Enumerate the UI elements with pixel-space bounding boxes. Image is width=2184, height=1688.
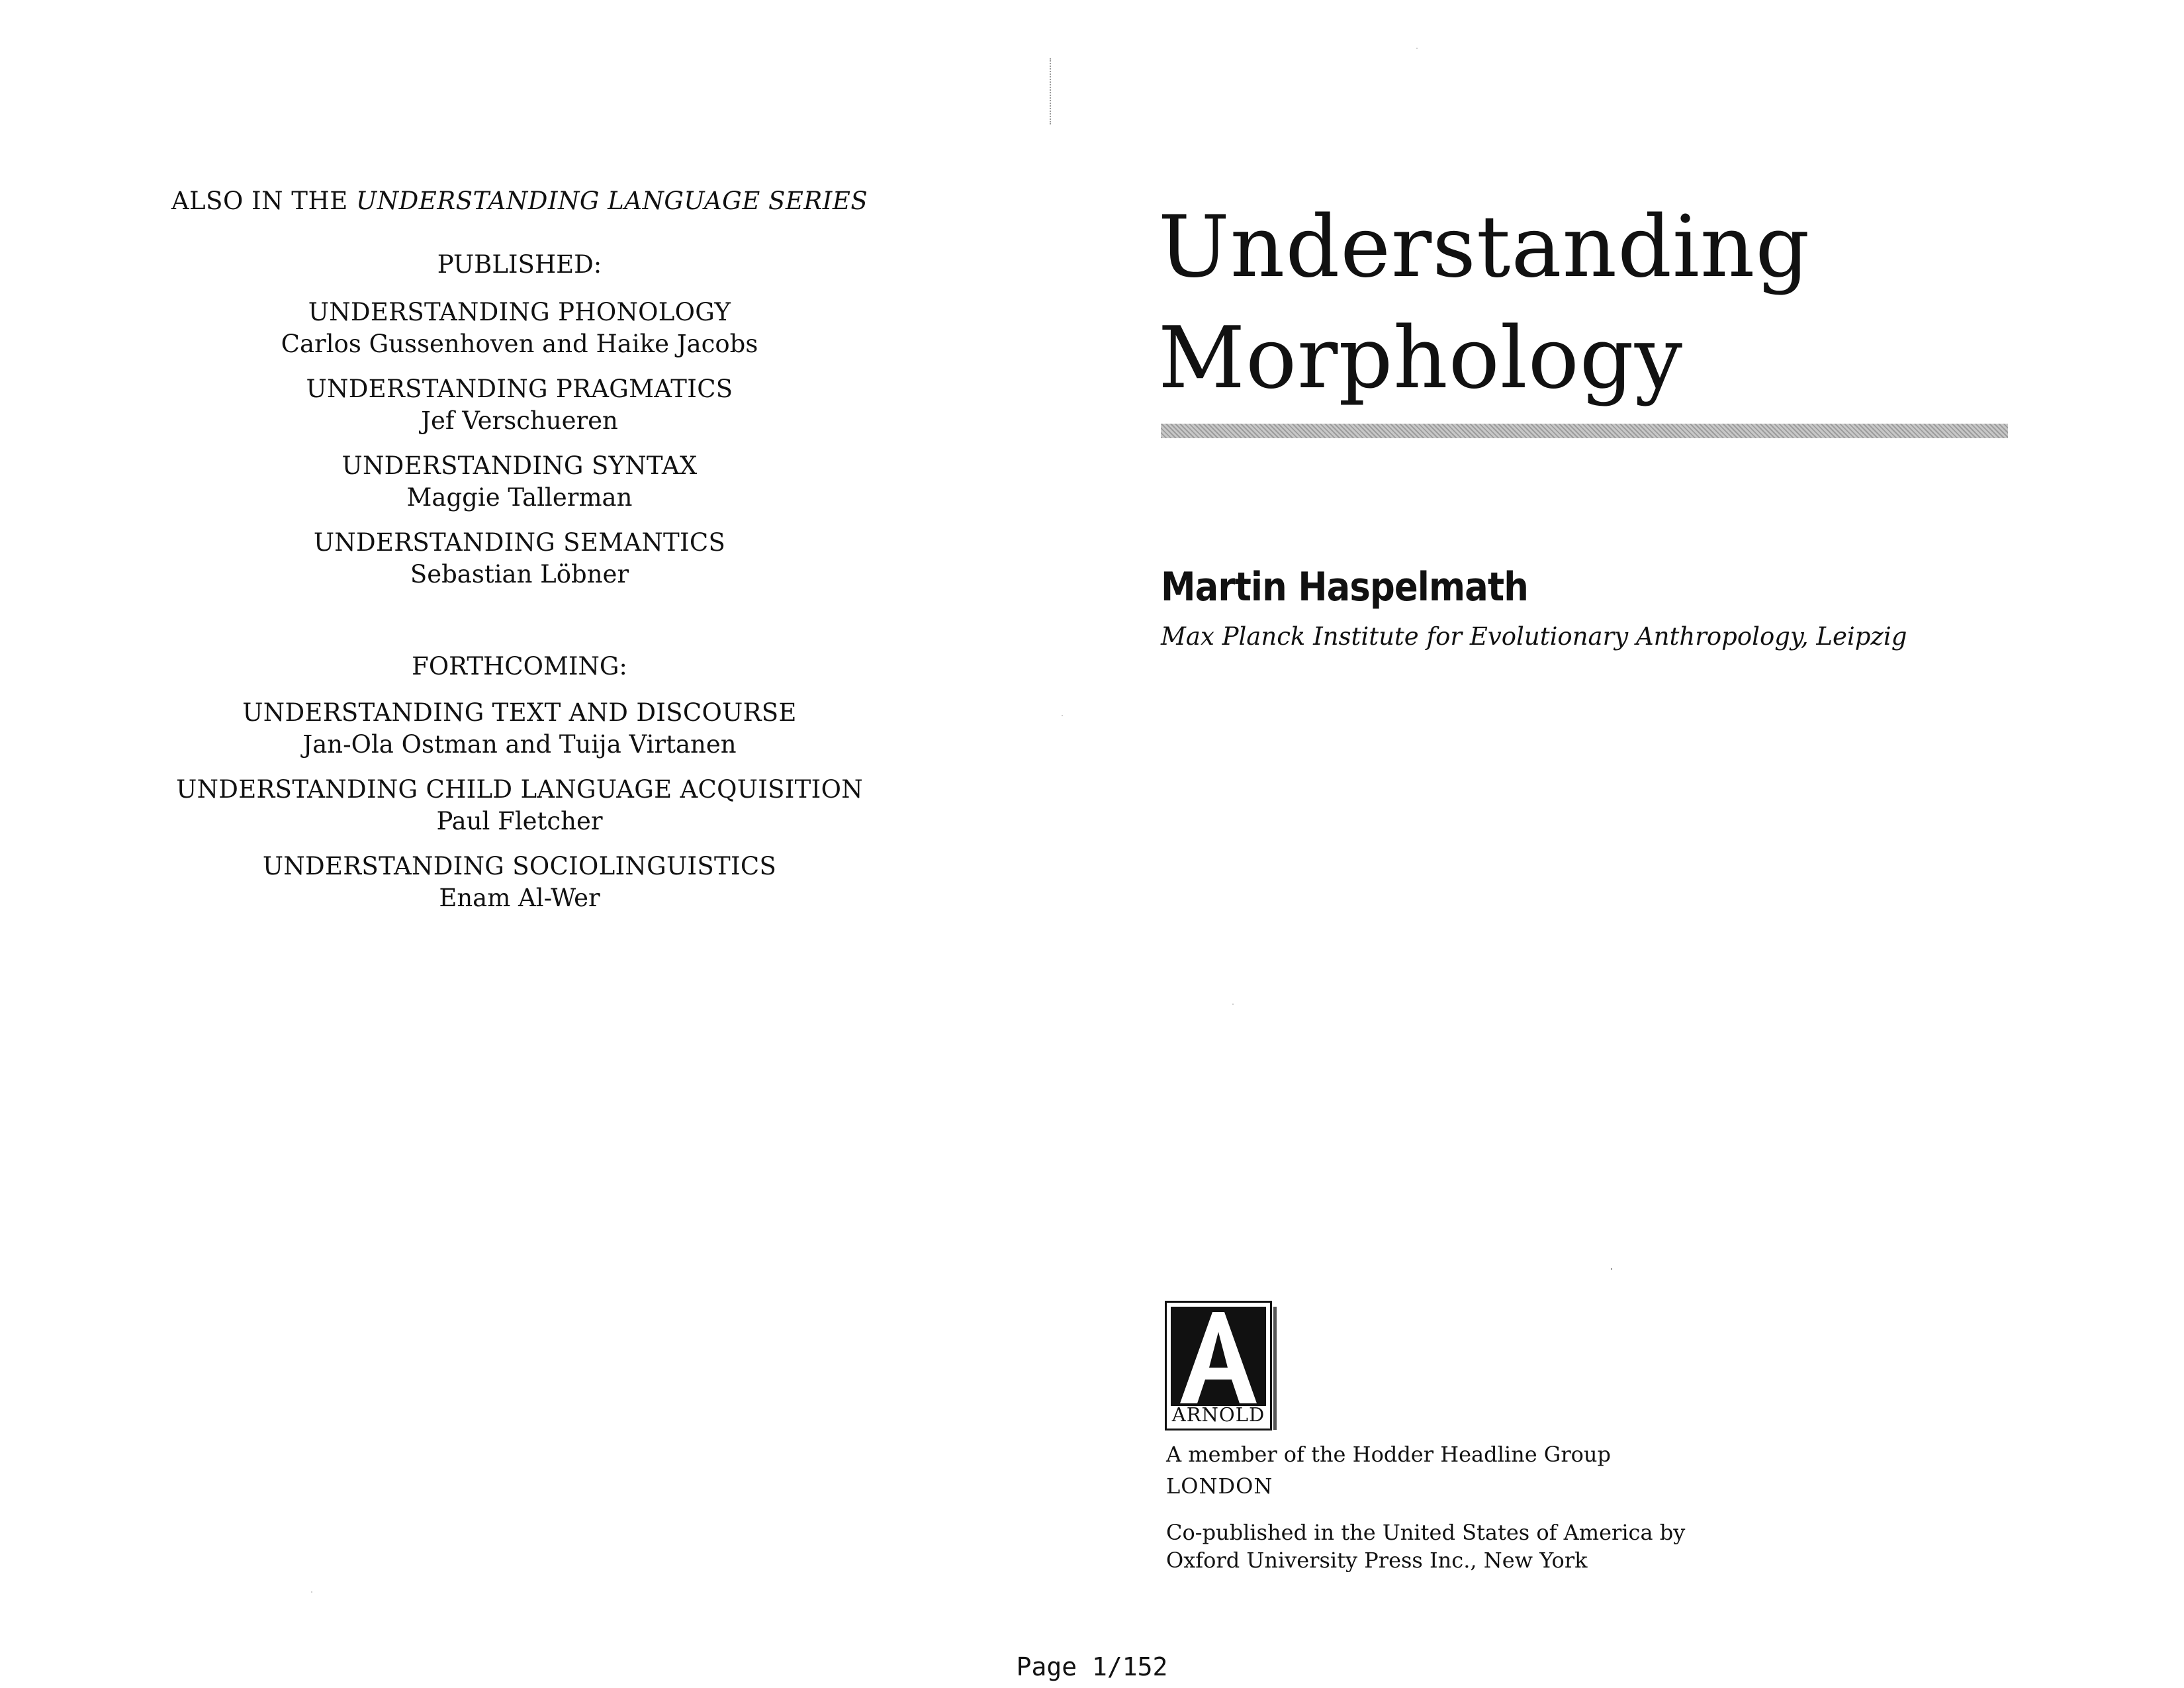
book-entry [0, 450, 1039, 514]
book-title: UNDERSTANDING TEXT AND DISCOURSE [242, 698, 797, 727]
arnold-logo-panel [1171, 1307, 1266, 1406]
title-line-2: Morphology [1158, 309, 1683, 408]
book-title: UNDERSTANDING PRAGMATICS [306, 375, 733, 403]
published-label: PUBLISHED: [437, 250, 602, 279]
right-page [1092, 0, 2184, 1688]
book-entry [0, 851, 1039, 914]
forthcoming-label: FORTHCOMING: [412, 652, 627, 680]
book-title: UNDERSTANDING SEMANTICS [313, 528, 726, 557]
book-author: Enam Al-Wer [439, 884, 600, 912]
book-title: UNDERSTANDING SOCIOLINGUISTICS [262, 852, 777, 880]
arnold-logo-word: ARNOLD [1171, 1403, 1265, 1426]
gutter-mark [1050, 58, 1052, 124]
book-author: Paul Fletcher [436, 807, 603, 835]
left-page [0, 0, 1039, 1688]
book-author: Carlos Gussenhoven and Haike Jacobs [281, 330, 758, 358]
title-rule [1161, 424, 2008, 438]
book-author: Maggie Tallerman [406, 483, 633, 512]
series-heading [0, 187, 1039, 215]
title-line-1: Understanding [1158, 198, 1811, 297]
copublished-line-2: Oxford University Press Inc., New York [1166, 1548, 1588, 1573]
series-name: UNDERSTANDING LANGUAGE SERIES [356, 187, 868, 215]
arnold-logo [1165, 1301, 1272, 1430]
scan-speck [1611, 1268, 1612, 1270]
scan-speck [1062, 715, 1063, 716]
book-title: UNDERSTANDING CHILD LANGUAGE ACQUISITION [176, 775, 863, 804]
letter-a-icon [1171, 1307, 1266, 1406]
book-title-heading [1158, 192, 1810, 414]
book-title: UNDERSTANDING SYNTAX [341, 451, 698, 480]
copublished-line-1: Co-published in the United States of America by [1166, 1520, 1686, 1545]
scan-speck [311, 1591, 312, 1593]
book-author: Jan-Ola Ostman and Tuija Virtanen [302, 730, 737, 759]
logo-shadow [1273, 1307, 1277, 1430]
book-author: Jef Verschueren [421, 406, 618, 435]
book-entry [0, 697, 1039, 761]
scan-speck [1416, 48, 1418, 49]
publisher-city: LONDON [1166, 1474, 1273, 1499]
scan-speck [1232, 1004, 1234, 1005]
book-author: Sebastian Löbner [410, 560, 629, 588]
book-entry [0, 297, 1039, 360]
publisher-member: A member of the Hodder Headline Group [1166, 1442, 1612, 1467]
page-indicator: Page 1/152 [1016, 1652, 1168, 1681]
book-title: UNDERSTANDING PHONOLOGY [308, 298, 731, 326]
author-affiliation: Max Planck Institute for Evolutionary Anthropology, Leipzig [1161, 622, 1907, 651]
book-entry [0, 774, 1039, 837]
series-heading-prefix: ALSO IN THE [171, 187, 357, 215]
book-entry [0, 373, 1039, 437]
book-entry [0, 527, 1039, 590]
author-name: Martin Haspelmath [1161, 564, 1528, 610]
